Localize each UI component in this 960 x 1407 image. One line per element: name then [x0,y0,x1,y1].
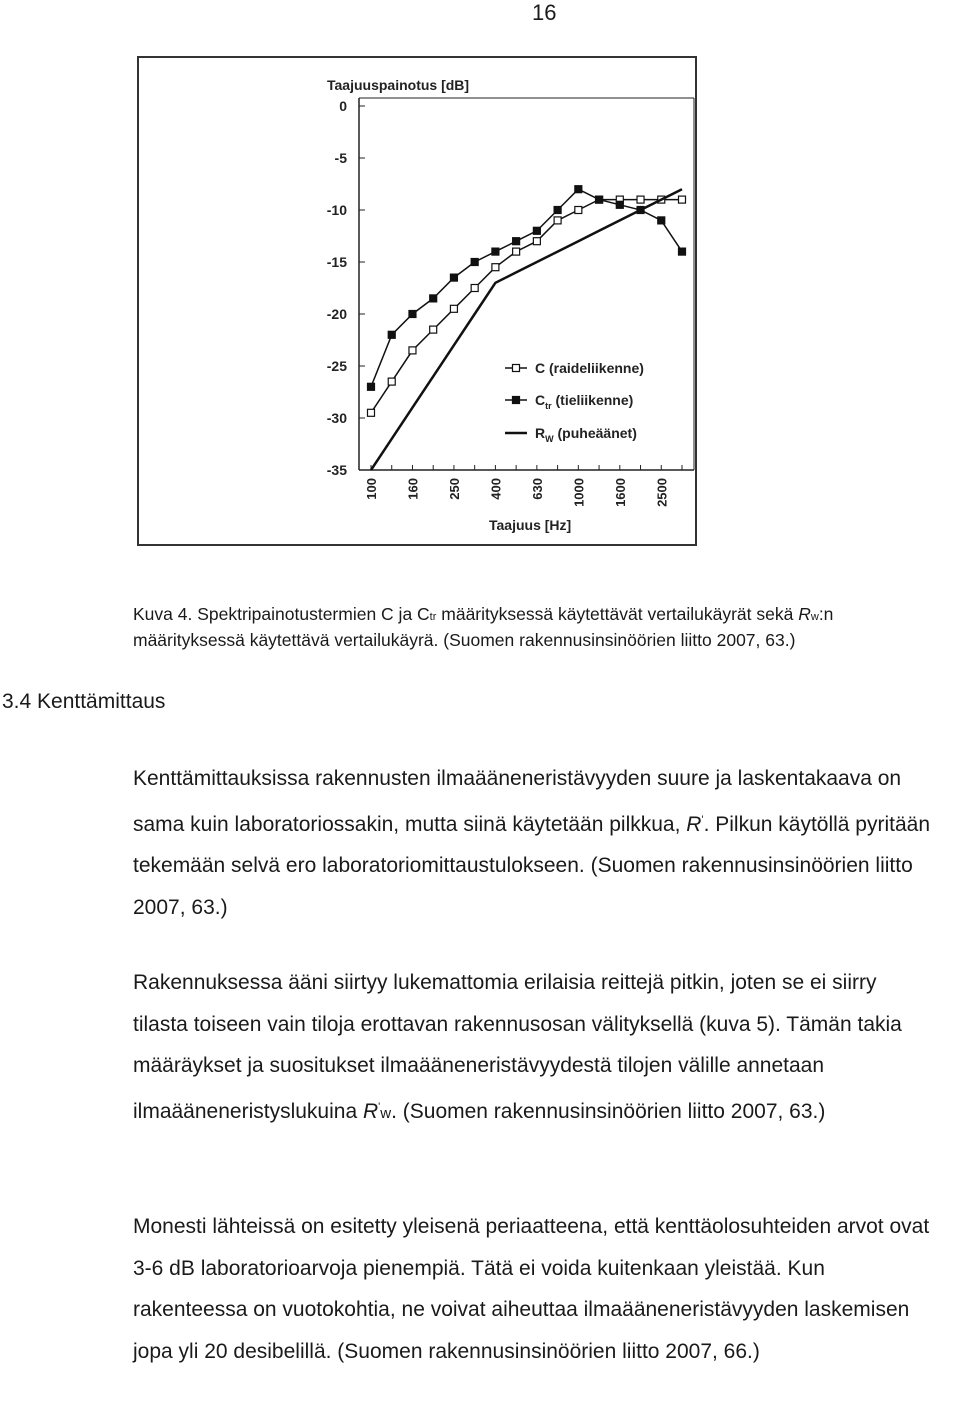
data-point [388,331,395,338]
data-point [409,311,416,318]
legend-label-1: $C_{tr}$ (tieliikenne) [535,392,634,411]
y-tick-label: -25 [326,358,347,374]
p1-sup: ' [701,813,704,826]
p1-symbol-r: R [686,812,702,836]
figure-caption [133,603,953,652]
data-point [616,201,623,208]
data-point [533,238,540,245]
series-line-0 [371,200,682,413]
caption-text-1: Kuva 4. Spektripainotustermien C ja C [133,604,430,624]
paragraph-2 [133,962,933,1134]
data-point [596,196,603,203]
legend-marker-1 [513,397,520,404]
y-tick-label: -5 [334,150,347,166]
data-point [409,347,416,354]
p1-text-a: Kenttämittauksissa rakennusten ilmaääneneristävyyden suure ja laskentakaava on sama kuin laboratoriossakin, mutta siinä käytetään pilkkua, [133,767,902,836]
p2-sup: ' [378,1100,381,1113]
figure-chart [137,56,697,546]
p2-text-b: . (Suomen rakennusinsinöörien liitto 2007, 63.) [391,1099,826,1123]
x-axis-label: Taajuus [Hz] [489,517,572,533]
data-point [388,378,395,385]
section-heading: 3.4 Kenttämittaus [2,690,166,713]
chart-svg [139,58,695,544]
caption-text-2: määrityksessä käytettävät vertailukäyrät sekä [436,604,799,624]
x-tick-label: 400 [488,478,504,500]
data-point [368,383,375,390]
data-point [554,217,561,224]
caption-line-2: määrityksessä käytettävä vertailukäyrä. (Suomen rakennusinsinöörien liitto 2007, 63.) [133,630,796,650]
p3-text-a: Monesti lähteissä on esitetty yleisenä periaatteena, että kenttäolosuhteiden arvot ovat 3-6 dB laboratorioarvoja pienempiä. Tätä ei voida kuitenkaan yleistää. Kun rakenteessa on vuotokohtia, ne voivat aiheuttaa ilmaääneneristävyyden laskemisen jopa yli 20 desibelillä. (Suomen rakennusinsinöörien liitto 2007, 66.) [133,1215,930,1363]
p2-text-a: Rakennuksessa ääni siirtyy lukemattomia erilaisia reittejä pitkin, joten se ei siirry tilasta toiseen vain tiloja erottavan rakennusosan välityksellä (kuva 5). Tämän takia määräykset ja suositukset ilmaääneneristävyydestä tilojen välille annetaan ilmaääneneristyslukuina [133,971,902,1123]
x-tick-label: 160 [405,478,421,500]
data-point [554,207,561,214]
p1-text-b: . Pilkun käytöllä pyritään tekemään selvä ero laboratoriomittaustulokseen. (Suomen rakennusinsinöörien liitto 2007, 63.) [133,812,931,919]
data-point [513,248,520,255]
legend-label-0: C (raideliikenne) [535,360,644,376]
data-point [533,227,540,234]
data-point [471,285,478,292]
page-number: 16 [532,0,557,25]
x-tick-label: 1000 [571,478,587,507]
caption-r: R [798,604,811,624]
p2-symbol-r: R [362,1099,379,1123]
legend-label-2: $R_W$ (puheäänet) [535,425,637,444]
x-tick-label: 250 [446,478,462,500]
data-point [450,274,457,281]
data-point [430,326,437,333]
y-tick-label: -10 [326,202,347,218]
x-tick-label: 630 [529,478,545,500]
data-point [492,248,499,255]
x-tick-label: 1600 [612,478,628,507]
data-point [637,196,644,203]
x-tick-label: 100 [364,478,379,500]
data-point [658,217,665,224]
data-point [679,248,686,255]
paragraph-3 [133,1206,933,1372]
caption-sub-w: w [810,611,819,623]
data-point [513,238,520,245]
data-point [430,295,437,302]
paragraph-1 [133,758,933,928]
data-point [575,207,582,214]
y-axis-label: Taajuuspainotus [dB] [327,77,470,93]
data-point [575,186,582,193]
p2-sub: w [380,1104,392,1122]
x-tick-label: 2500 [654,478,670,507]
y-tick-label: -15 [326,254,347,270]
data-point [492,264,499,271]
data-point [679,196,686,203]
series-line-1 [371,189,682,387]
legend-marker-0 [513,365,520,372]
y-tick-label: -20 [326,306,347,322]
data-point [450,305,457,312]
caption-text-3: :n [818,604,834,624]
caption-sub-tr: tr [429,611,437,623]
y-tick-label: 0 [339,98,347,114]
y-tick-label: -30 [326,410,347,426]
y-tick-label: -35 [326,462,347,478]
data-point [471,259,478,266]
data-point [368,409,375,416]
